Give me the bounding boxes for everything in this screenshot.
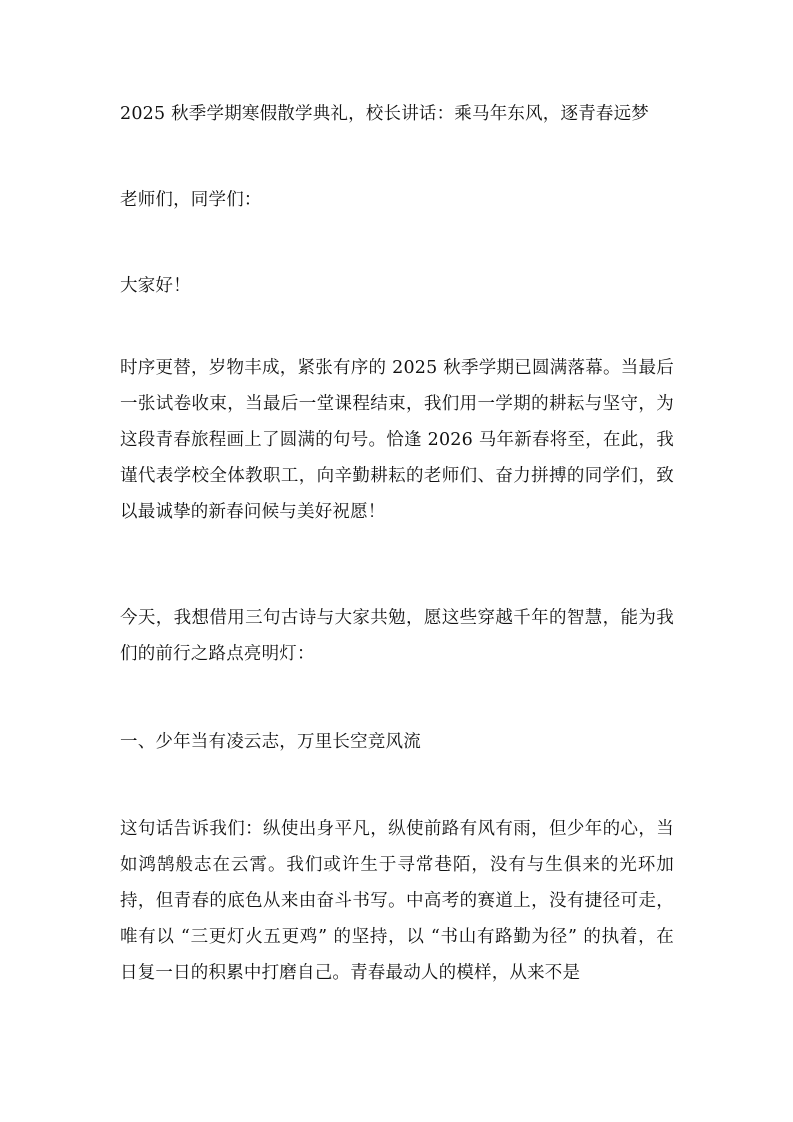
greeting-teachers-students: 老师们，同学们：	[120, 190, 262, 210]
section-1-paragraph: 这句话告诉我们：纵使出身平凡，纵使前路有风有雨，但少年的心，当如鸿鹄般志在云霄。我们或许生于寻常巷陌，没有与生俱来的光环加持，但青春的底色从来由奋斗书写。中高考的赛道上，没有捷径可走，唯有以 “三更灯火五更鸡” 的坚持，以 “书山有路勤为径” 的执着，在日复一日的积累中打磨自己。青春最动人的模样，从来不是	[120, 819, 674, 983]
intro-paragraph: 时序更替，岁物丰成，紧张有序的 2025 秋季学期已圆满落幕。当最后一张试卷收束，当最后一堂课程结束，我们用一学期的耕耘与坚守，为这段青春旅程画上了圆满的句号。恰逢 2026 马年新春将至，在此，我谨代表学校全体教职工，向辛勤耕耘的老师们、奋力拼搏的同学们，致以最诚挚的新春问候与美好祝愿！	[120, 358, 674, 522]
today-paragraph: 今天，我想借用三句古诗与大家共勉，愿这些穿越千年的智慧，能为我们的前行之路点亮明灯：	[120, 608, 674, 664]
greeting-hello: 大家好！	[120, 276, 191, 296]
speech-title: 2025 秋季学期寒假散学典礼，校长讲话：乘马年东风，逐青春远梦	[120, 104, 649, 124]
section-heading-1: 一、少年当有凌云志，万里长空竞风流	[120, 732, 421, 752]
